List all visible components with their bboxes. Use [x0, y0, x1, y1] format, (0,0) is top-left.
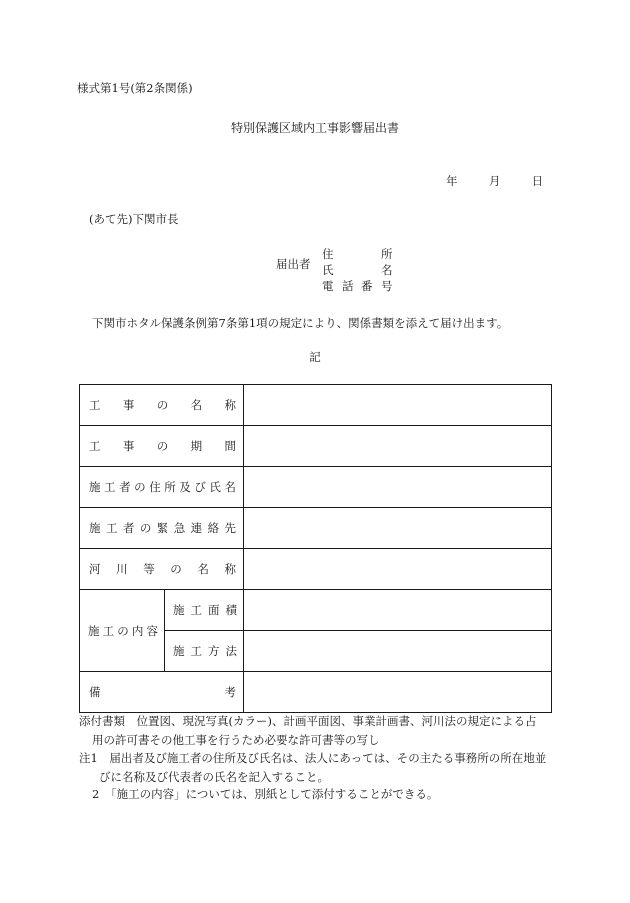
label-work-period: 工 事 の 期 間 [80, 426, 244, 467]
addressee: (あて先)下関市長 [89, 212, 179, 226]
table-row-contractor [80, 467, 552, 508]
value-area[interactable] [244, 590, 552, 631]
form-number: 様式第1号(第2条関係) [77, 81, 193, 95]
table-row-area [80, 590, 552, 631]
application-table [79, 384, 552, 713]
label-content: 施 工 の 内 容 [80, 590, 165, 672]
value-method[interactable] [244, 631, 552, 672]
table-row-remarks [80, 672, 552, 713]
table-row-emergency [80, 508, 552, 549]
table-row-work-name [80, 385, 552, 426]
date-line [446, 173, 543, 189]
date-month: 月 [488, 174, 501, 188]
note-1: 注1 届出者及び施工者の住所及び氏名は、法人にあっては、その主たる事務所の所在地並 びに名称及び代表者の氏名を記入すること。 [79, 751, 547, 784]
attachments-note: 添付書類 位置図、現況写真(カラー)、計画平面図、事業計画書、河川法の規定による占 用の許可書その他工事を行うため必要な許可書等の写し [79, 714, 537, 747]
value-work-period[interactable] [244, 426, 552, 467]
body-text: 下関市ホタル保護条例第7条第1項の規定により、関係書類を添えて届け出ます。 [92, 316, 509, 330]
label-method: 施 工 方 法 [165, 631, 244, 672]
label-area: 施 工 面 積 [165, 590, 244, 631]
table-row-river-name [80, 549, 552, 590]
document-title: 特別保護区域内工事影響届出書 [230, 121, 399, 135]
value-remarks[interactable] [244, 672, 552, 713]
label-work-name: 工 事 の 名 称 [80, 385, 244, 426]
value-river-name[interactable] [244, 549, 552, 590]
ki-heading: 記 [309, 350, 321, 364]
value-work-name[interactable] [244, 385, 552, 426]
date-year: 年 [446, 174, 458, 188]
note-2: 2 「施工の内容」については、別紙として添付することができる。 [92, 787, 439, 801]
label-river-name: 河 川 等 の 名 称 [80, 549, 244, 590]
applicant-label: 届出者 [276, 257, 311, 271]
label-contractor: 施 工 者 の 住 所 及 び 氏 名 [80, 467, 244, 508]
label-emergency: 施 工 者 の 緊 急 連 絡 先 [80, 508, 244, 549]
table-row-work-period [80, 426, 552, 467]
date-day: 日 [531, 174, 544, 188]
value-emergency[interactable] [244, 508, 552, 549]
label-remarks: 備 考 [80, 672, 244, 713]
value-contractor[interactable] [244, 467, 552, 508]
